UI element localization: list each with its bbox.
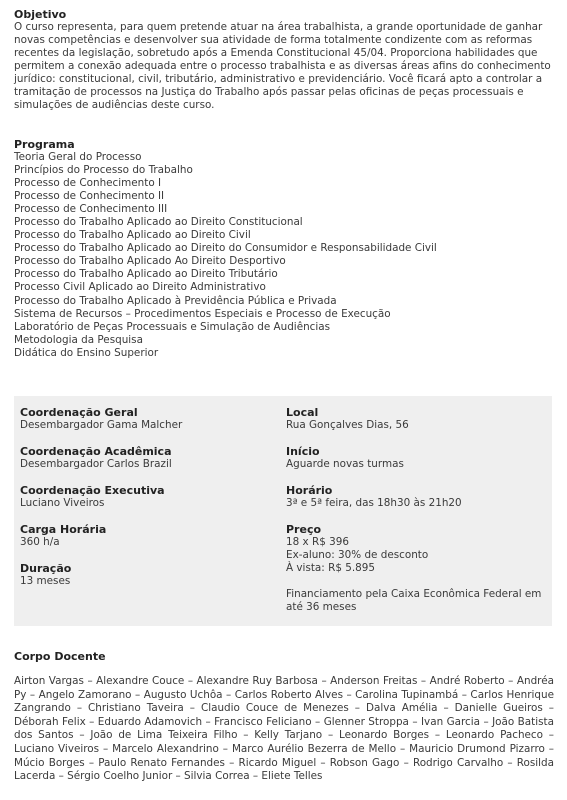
objetivo-section [14,8,554,112]
programa-item: Processo de Conhecimento III [14,203,168,216]
programa-item: Processo do Trabalho Aplicado à Previdência Pública e Privada [14,294,337,307]
programa-item: Processo do Trabalho Aplicado ao Direito Civil [14,229,251,242]
corpo-docente-title: Corpo Docente [14,650,106,663]
preco-label: Preço [286,523,322,536]
duracao-label: Duração [20,562,72,575]
horario-label: Horário [286,484,333,497]
objetivo-text: O curso representa, para quem pretende atuar na área trabalhista, a grande oportunidade de ganhar novas competências e desenvolver sua atividade de forma totalmente condizente com as reformas recentes da legislação, sobretudo após a Emenda Constitucional 45/04. Proporciona habilidades que permitem a conexão adequada entre o processo trabalhista e as diversas áreas afins do conhecimento jurídico: constitucional, civil, tributário, administrativo e previdenciário. Você ficará apto a controlar a tramitação de processos na Justiça do Trabalho após passar pelas oficinas de peças processuais e simulações de audiências deste curso. [14,21,551,111]
objetivo-title: Objetivo [14,8,67,21]
programa-item: Sistema de Recursos – Procedimentos Especiais e Processo de Execução [14,307,391,320]
programa-item: Processo do Trabalho Aplicado ao Direito Tributário [14,268,278,281]
coordenacao-executiva-value: Luciano Viveiros [20,497,105,509]
preco-block [286,523,546,614]
preco-ex-aluno: Ex-aluno: 30% de desconto [286,549,429,561]
inicio-block [286,445,546,471]
programa-item: Teoria Geral do Processo [14,151,142,163]
programa-item: Processo de Conhecimento II [14,190,165,203]
course-info-box [14,396,552,626]
programa-item: Princípios do Processo do Trabalho [14,164,193,177]
coordenacao-executiva-label: Coordenação Executiva [20,484,165,497]
local-value: Rua Gonçalves Dias, 56 [286,419,409,431]
horario-value: 3ª e 5ª feira, das 18h30 às 21h20 [286,497,462,509]
local-block [286,406,546,432]
programa-list [14,151,554,360]
carga-horaria-value: 360 h/a [20,536,60,548]
preco-financiamento: Financiamento pela Caixa Econômica Federal em até 36 meses [286,588,542,613]
corpo-docente-section [14,650,554,784]
coordenacao-academica-value: Desembargador Carlos Brazil [20,458,172,470]
inicio-value: Aguarde novas turmas [286,458,404,470]
coordenacao-geral-block [20,406,275,432]
carga-horaria-block [20,523,275,549]
duracao-block [20,562,275,588]
programa-item: Processo de Conhecimento I [14,177,162,190]
programa-item: Laboratório de Peças Processuais e Simulação de Audiências [14,320,331,333]
coordenacao-geral-label: Coordenação Geral [20,406,138,419]
programa-item: Didática do Ensino Superior [14,346,159,359]
programa-title: Programa [14,138,75,151]
preco-a-vista: À vista: R$ 5.895 [286,562,375,574]
programa-item: Metodologia da Pesquisa [14,333,143,346]
programa-item: Processo do Trabalho Aplicado ao Direito Constitucional [14,216,303,229]
horario-block [286,484,546,510]
info-column-right [286,406,546,627]
preco-parcelas: 18 x R$ 396 [286,536,349,548]
carga-horaria-label: Carga Horária [20,523,107,536]
coordenacao-academica-block [20,445,275,471]
coordenacao-executiva-block [20,484,275,510]
programa-section [14,138,554,360]
inicio-label: Início [286,445,320,458]
duracao-value: 13 meses [20,575,71,587]
local-label: Local [286,406,319,419]
programa-item: Processo do Trabalho Aplicado Ao Direito Desportivo [14,255,286,268]
coordenacao-academica-label: Coordenação Acadêmica [20,445,172,458]
programa-item: Processo Civil Aplicado ao Direito Administrativo [14,281,266,294]
info-column-left [20,406,275,601]
programa-item: Processo do Trabalho Aplicado ao Direito do Consumidor e Responsabilidade Civil [14,242,437,255]
corpo-docente-list: Airton Vargas – Alexandre Couce – Alexandre Ruy Barbosa – Anderson Freitas – André Roberto – Andréa Py – Angelo Zamorano – Augusto Uchôa – Carlos Roberto Alves – Carolina Tupinambá – Carlos Henrique Zangrando – Christiano Taveira – Claudio Couce de Menezes – Dalva Amélia – Danielle Gueiros – Déborah Felix – Eduardo Adamovich – Francisco Feliciano – Glenner Stroppa – Ivan Garcia – João Batista dos Santos – João de Lima Teixeira Filho – Kelly Tarjano – Leonardo Borges – Leonardo Pacheco – Luciano Viveiros – Marcelo Alexandrino – Marco Aurélio Bezerra de Mello – Mauricio Drumond Pizarro – Múcio Borges – Paulo Renato Fernandes – Ricardo Miguel – Robson Gago – Rodrigo Carvalho – Rosilda Lacerda – Sérgio Coelho Junior – Silvia Correa – Eliete Telles [14,675,554,783]
coordenacao-geral-value: Desembargador Gama Malcher [20,419,183,431]
